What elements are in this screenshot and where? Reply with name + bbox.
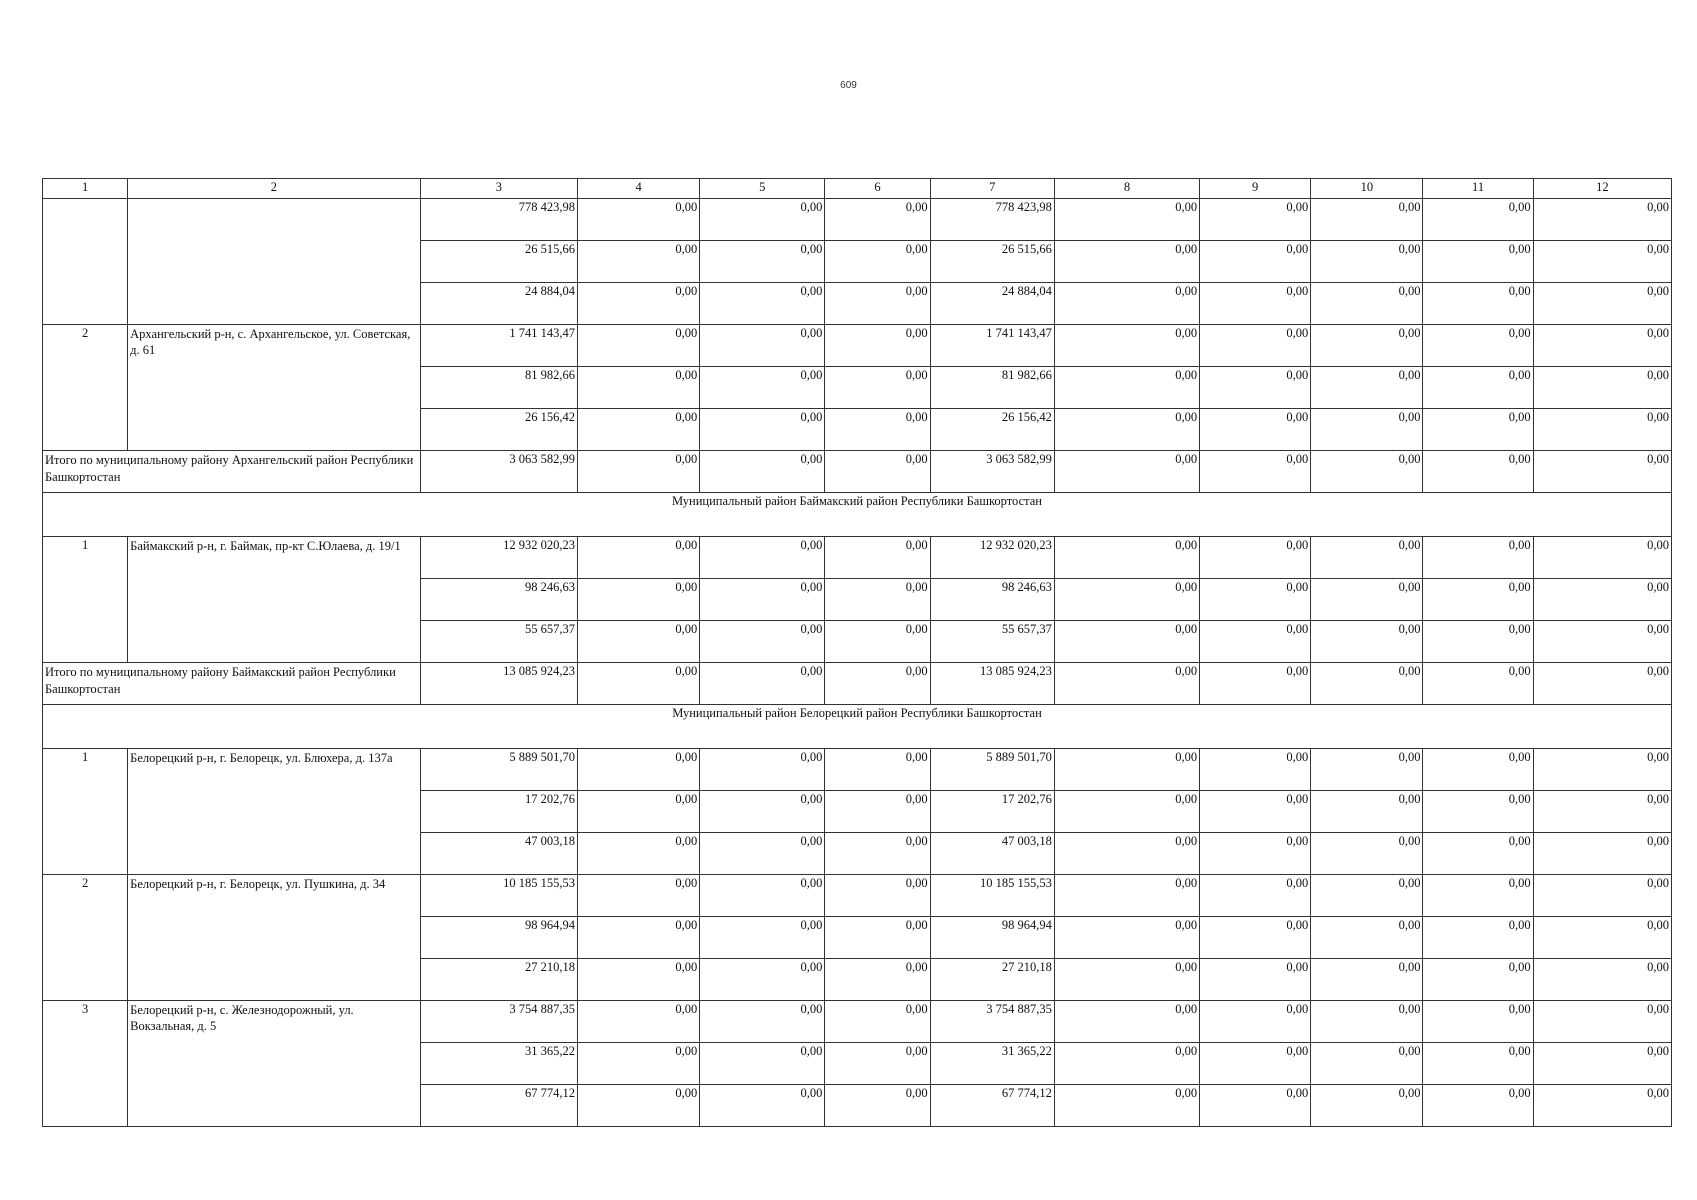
value-cell: 0,00	[1533, 621, 1671, 663]
value-cell: 27 210,18	[930, 959, 1054, 1001]
object-address: Белорецкий р-н, с. Железнодорожный, ул. Вокзальная, д. 5	[128, 1001, 421, 1127]
table-row	[43, 749, 1672, 791]
value-cell: 0,00	[577, 791, 699, 833]
value-cell: 0,00	[577, 1001, 699, 1043]
value-cell: 0,00	[577, 749, 699, 791]
object-address: Архангельский р-н, с. Архангельское, ул. Советская, д. 61	[128, 325, 421, 451]
value-cell: 0,00	[1200, 621, 1311, 663]
value-cell: 0,00	[1311, 199, 1423, 241]
table-row	[43, 537, 1672, 579]
value-cell: 0,00	[1200, 241, 1311, 283]
value-cell: 0,00	[1200, 199, 1311, 241]
value-cell: 0,00	[1054, 199, 1199, 241]
value-cell: 0,00	[1054, 833, 1199, 875]
value-cell: 55 657,37	[930, 621, 1054, 663]
value-cell: 0,00	[700, 537, 825, 579]
value-cell: 0,00	[825, 199, 930, 241]
value-cell: 0,00	[700, 283, 825, 325]
value-cell: 31 365,22	[420, 1043, 577, 1085]
total-value-cell: 0,00	[1311, 451, 1423, 493]
value-cell: 0,00	[1054, 283, 1199, 325]
value-cell: 0,00	[1200, 1085, 1311, 1127]
value-cell: 0,00	[825, 537, 930, 579]
value-cell: 0,00	[825, 917, 930, 959]
value-cell: 0,00	[825, 1043, 930, 1085]
value-cell: 26 515,66	[420, 241, 577, 283]
value-cell: 0,00	[700, 1043, 825, 1085]
value-cell: 0,00	[1200, 1001, 1311, 1043]
column-header: 10	[1311, 179, 1423, 199]
total-value-cell: 0,00	[825, 663, 930, 705]
value-cell: 10 185 155,53	[930, 875, 1054, 917]
value-cell: 0,00	[825, 875, 930, 917]
value-cell: 0,00	[1311, 791, 1423, 833]
page-number: 609	[840, 80, 857, 91]
value-cell: 0,00	[1311, 537, 1423, 579]
value-cell: 67 774,12	[930, 1085, 1054, 1127]
value-cell: 0,00	[1533, 833, 1671, 875]
value-cell: 0,00	[577, 833, 699, 875]
value-cell: 0,00	[577, 959, 699, 1001]
value-cell: 0,00	[1200, 875, 1311, 917]
value-cell: 0,00	[825, 959, 930, 1001]
column-number-row	[43, 179, 1672, 199]
value-cell: 0,00	[1054, 1001, 1199, 1043]
value-cell: 0,00	[825, 283, 930, 325]
value-cell: 0,00	[1054, 367, 1199, 409]
value-cell: 0,00	[700, 875, 825, 917]
value-cell: 0,00	[1311, 621, 1423, 663]
column-header: 11	[1423, 179, 1533, 199]
value-cell: 0,00	[1311, 241, 1423, 283]
value-cell: 0,00	[1200, 791, 1311, 833]
value-cell: 0,00	[1311, 325, 1423, 367]
value-cell: 0,00	[577, 621, 699, 663]
value-cell: 24 884,04	[930, 283, 1054, 325]
total-label: Итого по муниципальному району Архангельский район Республики Башкортостан	[43, 451, 421, 493]
value-cell: 0,00	[1200, 959, 1311, 1001]
value-cell: 0,00	[1423, 537, 1533, 579]
value-cell: 0,00	[1054, 749, 1199, 791]
value-cell: 0,00	[1423, 367, 1533, 409]
value-cell: 26 156,42	[420, 409, 577, 451]
value-cell: 0,00	[700, 579, 825, 621]
value-cell: 31 365,22	[930, 1043, 1054, 1085]
table-body	[43, 199, 1672, 1127]
column-header: 12	[1533, 179, 1671, 199]
value-cell: 17 202,76	[420, 791, 577, 833]
value-cell: 0,00	[700, 959, 825, 1001]
value-cell: 0,00	[1423, 833, 1533, 875]
value-cell: 0,00	[825, 749, 930, 791]
value-cell: 0,00	[1054, 537, 1199, 579]
value-cell: 0,00	[1311, 409, 1423, 451]
total-value-cell: 0,00	[1054, 663, 1199, 705]
value-cell: 0,00	[825, 409, 930, 451]
value-cell: 0,00	[1311, 875, 1423, 917]
value-cell: 0,00	[1533, 917, 1671, 959]
value-cell: 0,00	[1533, 1001, 1671, 1043]
column-header: 4	[577, 179, 699, 199]
value-cell: 0,00	[1423, 199, 1533, 241]
column-header: 8	[1054, 179, 1199, 199]
total-value-cell: 0,00	[1533, 451, 1671, 493]
total-value-cell: 0,00	[1054, 451, 1199, 493]
value-cell: 0,00	[825, 791, 930, 833]
value-cell: 0,00	[1423, 283, 1533, 325]
value-cell: 0,00	[577, 537, 699, 579]
row-index: 2	[43, 325, 128, 451]
section-row	[43, 705, 1672, 749]
value-cell: 0,00	[1200, 537, 1311, 579]
row-index: 2	[43, 875, 128, 1001]
total-value-cell: 0,00	[1533, 663, 1671, 705]
value-cell: 0,00	[1200, 409, 1311, 451]
value-cell: 0,00	[577, 283, 699, 325]
value-cell: 0,00	[700, 1001, 825, 1043]
total-value-cell: 0,00	[1200, 663, 1311, 705]
value-cell: 0,00	[1311, 283, 1423, 325]
value-cell: 27 210,18	[420, 959, 577, 1001]
value-cell: 0,00	[1533, 875, 1671, 917]
value-cell: 0,00	[825, 325, 930, 367]
total-label: Итого по муниципальному району Баймакский район Республики Башкортостан	[43, 663, 421, 705]
value-cell: 0,00	[825, 241, 930, 283]
value-cell: 26 156,42	[930, 409, 1054, 451]
value-cell: 0,00	[1200, 579, 1311, 621]
value-cell: 98 246,63	[930, 579, 1054, 621]
total-value-cell: 0,00	[1200, 451, 1311, 493]
value-cell: 0,00	[1200, 917, 1311, 959]
value-cell: 98 964,94	[930, 917, 1054, 959]
value-cell: 0,00	[1423, 749, 1533, 791]
value-cell: 0,00	[825, 367, 930, 409]
value-cell: 0,00	[1311, 833, 1423, 875]
total-row	[43, 451, 1672, 493]
value-cell: 0,00	[1533, 959, 1671, 1001]
row-index	[43, 199, 128, 325]
value-cell: 0,00	[1423, 917, 1533, 959]
total-row	[43, 663, 1672, 705]
value-cell: 0,00	[700, 749, 825, 791]
value-cell: 55 657,37	[420, 621, 577, 663]
value-cell: 67 774,12	[420, 1085, 577, 1127]
value-cell: 5 889 501,70	[420, 749, 577, 791]
value-cell: 0,00	[1423, 959, 1533, 1001]
total-value-cell: 13 085 924,23	[930, 663, 1054, 705]
value-cell: 0,00	[825, 621, 930, 663]
value-cell: 1 741 143,47	[420, 325, 577, 367]
value-cell: 0,00	[1054, 1085, 1199, 1127]
value-cell: 0,00	[825, 579, 930, 621]
value-cell: 0,00	[577, 917, 699, 959]
value-cell: 0,00	[1200, 325, 1311, 367]
value-cell: 10 185 155,53	[420, 875, 577, 917]
total-value-cell: 0,00	[1423, 663, 1533, 705]
total-value-cell: 0,00	[577, 451, 699, 493]
value-cell: 0,00	[1533, 325, 1671, 367]
value-cell: 0,00	[700, 325, 825, 367]
value-cell: 3 754 887,35	[930, 1001, 1054, 1043]
value-cell: 0,00	[577, 1043, 699, 1085]
column-header: 7	[930, 179, 1054, 199]
value-cell: 0,00	[577, 199, 699, 241]
value-cell: 0,00	[1533, 537, 1671, 579]
value-cell: 81 982,66	[420, 367, 577, 409]
value-cell: 98 246,63	[420, 579, 577, 621]
value-cell: 0,00	[1054, 791, 1199, 833]
total-value-cell: 0,00	[577, 663, 699, 705]
object-address: Баймакский р-н, г. Баймак, пр-кт С.Юлаева, д. 19/1	[128, 537, 421, 663]
value-cell: 0,00	[1533, 579, 1671, 621]
value-cell: 0,00	[1054, 579, 1199, 621]
value-cell: 17 202,76	[930, 791, 1054, 833]
total-value-cell: 0,00	[1423, 451, 1533, 493]
value-cell: 0,00	[1200, 367, 1311, 409]
value-cell: 0,00	[1533, 1043, 1671, 1085]
row-index: 1	[43, 537, 128, 663]
total-value-cell: 3 063 582,99	[420, 451, 577, 493]
value-cell: 0,00	[1311, 749, 1423, 791]
value-cell: 0,00	[1311, 917, 1423, 959]
value-cell: 0,00	[1054, 241, 1199, 283]
value-cell: 0,00	[1200, 749, 1311, 791]
value-cell: 12 932 020,23	[420, 537, 577, 579]
value-cell: 24 884,04	[420, 283, 577, 325]
table-row	[43, 1001, 1672, 1043]
value-cell: 0,00	[700, 917, 825, 959]
value-cell: 0,00	[825, 1001, 930, 1043]
table-row	[43, 199, 1672, 241]
value-cell: 0,00	[825, 1085, 930, 1127]
value-cell: 0,00	[1054, 409, 1199, 451]
value-cell: 778 423,98	[930, 199, 1054, 241]
column-header: 1	[43, 179, 128, 199]
total-value-cell: 3 063 582,99	[930, 451, 1054, 493]
value-cell: 0,00	[1533, 791, 1671, 833]
section-row	[43, 493, 1672, 537]
object-address: Белорецкий р-н, г. Белорецк, ул. Пушкина, д. 34	[128, 875, 421, 1001]
total-value-cell: 0,00	[1311, 663, 1423, 705]
value-cell: 3 754 887,35	[420, 1001, 577, 1043]
value-cell: 0,00	[700, 621, 825, 663]
value-cell: 0,00	[1054, 959, 1199, 1001]
value-cell: 0,00	[1423, 1085, 1533, 1127]
total-value-cell: 0,00	[825, 451, 930, 493]
value-cell: 1 741 143,47	[930, 325, 1054, 367]
value-cell: 98 964,94	[420, 917, 577, 959]
value-cell: 81 982,66	[930, 367, 1054, 409]
value-cell: 12 932 020,23	[930, 537, 1054, 579]
section-title: Муниципальный район Белорецкий район Республики Башкортостан	[43, 705, 1672, 749]
row-index: 3	[43, 1001, 128, 1127]
column-header: 6	[825, 179, 930, 199]
value-cell: 0,00	[1054, 875, 1199, 917]
value-cell: 0,00	[1054, 1043, 1199, 1085]
value-cell: 0,00	[577, 579, 699, 621]
row-index: 1	[43, 749, 128, 875]
value-cell: 0,00	[1533, 1085, 1671, 1127]
value-cell: 0,00	[1311, 1001, 1423, 1043]
value-cell: 0,00	[1533, 409, 1671, 451]
value-cell: 0,00	[1311, 1043, 1423, 1085]
value-cell: 0,00	[700, 791, 825, 833]
value-cell: 0,00	[1311, 579, 1423, 621]
value-cell: 0,00	[577, 875, 699, 917]
value-cell: 0,00	[1423, 621, 1533, 663]
value-cell: 0,00	[1533, 241, 1671, 283]
value-cell: 0,00	[1200, 1043, 1311, 1085]
value-cell: 47 003,18	[420, 833, 577, 875]
value-cell: 0,00	[1533, 749, 1671, 791]
value-cell: 0,00	[1423, 409, 1533, 451]
object-address: Белорецкий р-н, г. Белорецк, ул. Блюхера, д. 137а	[128, 749, 421, 875]
total-value-cell: 13 085 924,23	[420, 663, 577, 705]
value-cell: 0,00	[700, 241, 825, 283]
value-cell: 778 423,98	[420, 199, 577, 241]
value-cell: 0,00	[700, 1085, 825, 1127]
value-cell: 0,00	[1533, 199, 1671, 241]
column-header: 2	[128, 179, 421, 199]
value-cell: 0,00	[1311, 1085, 1423, 1127]
value-cell: 0,00	[825, 833, 930, 875]
value-cell: 0,00	[1423, 875, 1533, 917]
data-table	[42, 178, 1672, 1127]
table-row	[43, 325, 1672, 367]
value-cell: 0,00	[1311, 959, 1423, 1001]
value-cell: 0,00	[577, 241, 699, 283]
value-cell: 0,00	[700, 199, 825, 241]
column-header: 5	[700, 179, 825, 199]
value-cell: 0,00	[1054, 917, 1199, 959]
object-address	[128, 199, 421, 325]
value-cell: 0,00	[1533, 283, 1671, 325]
value-cell: 0,00	[1200, 833, 1311, 875]
value-cell: 0,00	[700, 367, 825, 409]
value-cell: 0,00	[1311, 367, 1423, 409]
section-title: Муниципальный район Баймакский район Республики Башкортостан	[43, 493, 1672, 537]
value-cell: 0,00	[577, 409, 699, 451]
value-cell: 5 889 501,70	[930, 749, 1054, 791]
value-cell: 47 003,18	[930, 833, 1054, 875]
value-cell: 0,00	[577, 325, 699, 367]
table-row	[43, 875, 1672, 917]
value-cell: 0,00	[1423, 579, 1533, 621]
total-value-cell: 0,00	[700, 451, 825, 493]
total-value-cell: 0,00	[700, 663, 825, 705]
value-cell: 0,00	[577, 367, 699, 409]
value-cell: 26 515,66	[930, 241, 1054, 283]
value-cell: 0,00	[1423, 241, 1533, 283]
value-cell: 0,00	[1054, 621, 1199, 663]
value-cell: 0,00	[1533, 367, 1671, 409]
value-cell: 0,00	[700, 409, 825, 451]
value-cell: 0,00	[1200, 283, 1311, 325]
value-cell: 0,00	[1054, 325, 1199, 367]
value-cell: 0,00	[700, 833, 825, 875]
value-cell: 0,00	[1423, 791, 1533, 833]
value-cell: 0,00	[1423, 1043, 1533, 1085]
column-header: 3	[420, 179, 577, 199]
value-cell: 0,00	[1423, 325, 1533, 367]
value-cell: 0,00	[1423, 1001, 1533, 1043]
column-header: 9	[1200, 179, 1311, 199]
value-cell: 0,00	[577, 1085, 699, 1127]
